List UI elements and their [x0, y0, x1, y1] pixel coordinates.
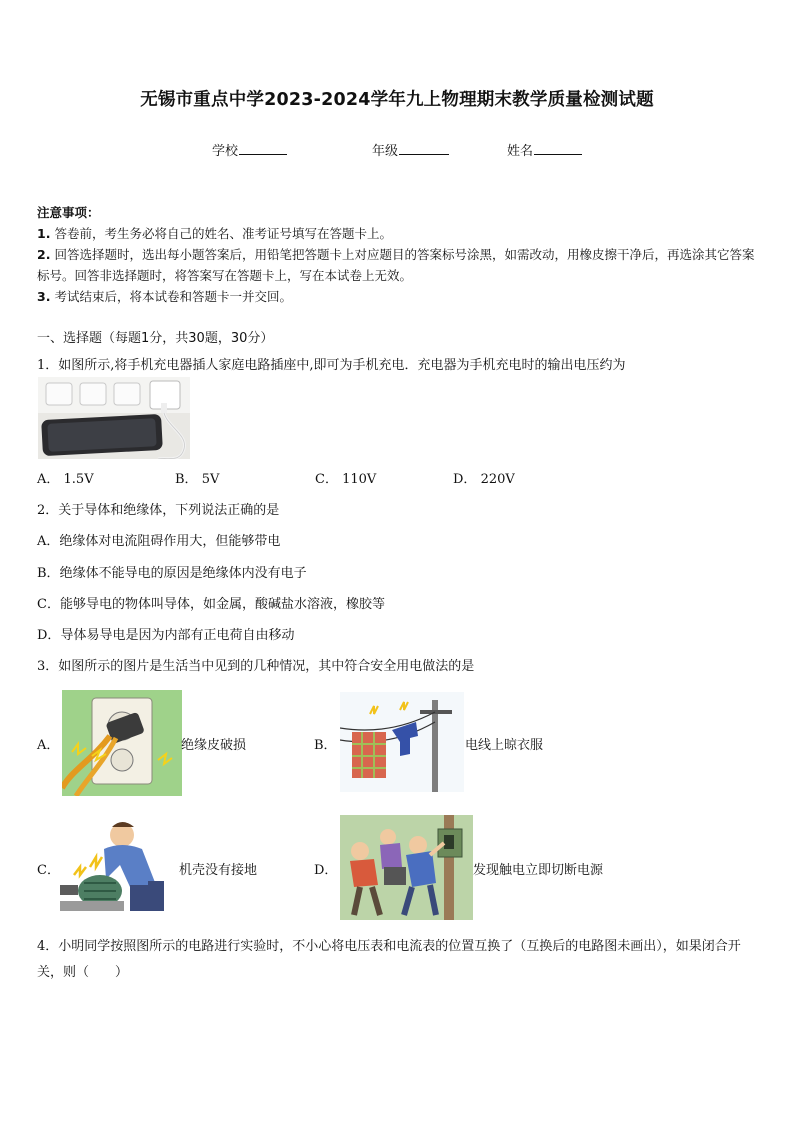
note-num: 1.	[37, 226, 51, 241]
note-item-3	[37, 286, 759, 307]
section-heading: 一、选择题（每题1分，共30题，30分）	[37, 331, 274, 346]
name-field	[507, 140, 582, 159]
ungrounded-motor-image	[60, 815, 178, 915]
school-field	[212, 140, 287, 159]
note-text: 考试结束后，将本试卷和答题卡一并交回。	[54, 289, 292, 304]
option-label: B．	[37, 566, 60, 581]
option-label: A．	[37, 472, 60, 487]
school-blank	[239, 142, 287, 155]
q3-option-b-label: B．	[314, 738, 337, 753]
option-text: 110V	[342, 472, 377, 487]
note-num: 3.	[37, 289, 51, 304]
notes-block	[37, 202, 759, 307]
q3-option-c-text: 机壳没有接地	[179, 863, 258, 878]
q1-option-d	[453, 468, 515, 487]
phone-charger-image	[38, 377, 190, 459]
option-text: 绝缘体对电流阻碍作用大，但能够带电	[59, 534, 281, 549]
q2-option-a	[37, 530, 280, 549]
note-num: 2.	[37, 247, 51, 262]
grade-label: 年级	[372, 144, 399, 159]
damaged-insulation-image	[62, 690, 182, 796]
q4-stem: 4．小明同学按照图所示的电路进行实验时，不小心将电压表和电流表的位置互换了（互换后的电路图未画出），如果闭合开关，则（ ）	[37, 939, 741, 980]
option-label: C．	[315, 472, 338, 487]
page-title: 无锡市重点中学2023-2024学年九上物理期末教学质量检测试题	[140, 90, 654, 110]
grade-blank	[399, 142, 449, 155]
note-item-1	[37, 223, 759, 244]
name-blank	[534, 142, 582, 155]
q1-option-c	[315, 468, 376, 487]
option-label: D．	[453, 472, 477, 487]
note-item-2	[37, 244, 759, 286]
notes-heading: 注意事项：	[37, 205, 100, 220]
q2-option-c	[37, 593, 385, 612]
q3-option-d-text: 发现触电立即切断电源	[473, 863, 604, 878]
cut-power-image	[340, 815, 473, 920]
q3-option-a-label: A．	[37, 738, 60, 753]
option-text: 220V	[480, 472, 515, 487]
option-label: A．	[37, 534, 60, 549]
q2-option-d	[37, 624, 294, 643]
option-text: 1.5V	[63, 472, 94, 487]
option-label: B．	[175, 472, 198, 487]
grade-field	[372, 140, 449, 159]
q3-option-a-text: 绝缘皮破损	[181, 738, 247, 753]
q2-option-b	[37, 562, 307, 581]
option-text: 能够导电的物体叫导体，如金属，酸碱盐水溶液，橡胶等	[59, 597, 385, 612]
option-label: D．	[37, 628, 61, 643]
option-text: 5V	[201, 472, 220, 487]
q3-option-c-label: C．	[37, 863, 60, 878]
note-text: 答卷前，考生务必将自己的姓名、准考证号填写在答题卡上。	[54, 226, 392, 241]
option-text: 绝缘体不能导电的原因是绝缘体内没有电子	[59, 566, 307, 581]
option-text: 导体易导电是因为内部有正电荷自由移动	[60, 628, 295, 643]
note-text: 回答选择题时，选出每小题答案后，用铅笔把答题卡上对应题目的答案标号涂黑，如需改动，用橡皮擦干净后，再选涂其它答案标号。回答非选择题时，将答案写在答题卡上，写在本试卷上无效。	[37, 247, 755, 283]
q3-option-b-text: 电线上晾衣服	[465, 738, 544, 753]
q3-stem: 3．如图所示的图片是生活当中见到的几种情况，其中符合安全用电做法的是	[37, 659, 475, 674]
school-label: 学校	[212, 144, 239, 159]
option-label: C．	[37, 597, 60, 612]
q3-option-d-label: D．	[314, 863, 338, 878]
q1-option-b	[175, 468, 219, 487]
clothes-on-wire-image	[340, 692, 464, 792]
q2-stem: 2．关于导体和绝缘体，下列说法正确的是	[37, 503, 280, 518]
q1-option-a	[37, 468, 94, 487]
q1-stem: 1．如图所示,将手机充电器插人家庭电路插座中,即可为手机充电．充电器为手机充电时的输出电压约为	[37, 358, 626, 373]
name-label: 姓名	[507, 144, 534, 159]
